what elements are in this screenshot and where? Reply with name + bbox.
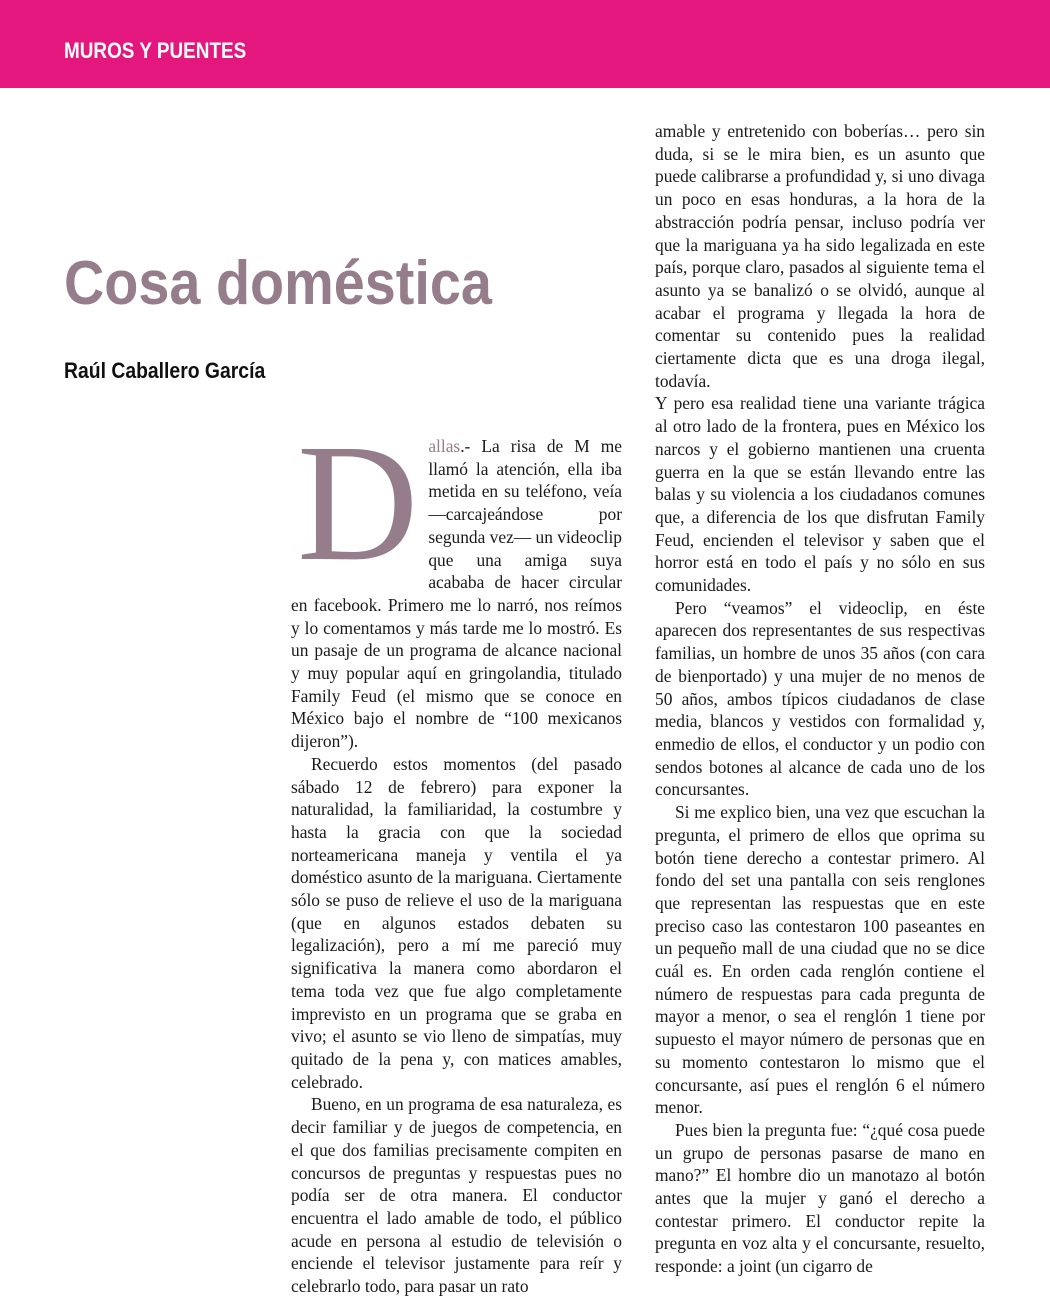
- paragraph-3: Bueno, en un programa de esa naturaleza, es decir familiar y de juegos de competencia, en el que dos familias precisamente compiten en concursos de preguntas y respuestas pues no podía ser de otra manera. El conductor encuentra el lado amable de todo, el público acude en persona al estudio de televisión o enciende el televisor justamente para reír y celebrarlo todo, para pasar un rato: [291, 1094, 622, 1297]
- article-column-right: [655, 120, 985, 1278]
- paragraph-8: Pues bien la pregunta fue: “¿qué cosa puede un grupo de personas pasarse de mano en mano?” El hombre dio un manotazo al botón antes que la mujer y ganó el derecho a contestar primero. El conductor repite la pregunta en voz alta y el concursante, resuelto, responde: a joint (un cigarro de: [655, 1119, 985, 1277]
- article-column-left: [291, 410, 622, 1298]
- paragraph-5: Y pero esa realidad tiene una variante trágica al otro lado de la frontera, pues en México los narcos y el gobierno mantienen una cruenta guerra en la que se están llevando entre las balas y su violencia a los ciudadanos comunes que, a diferencia de los que disfrutan Family Feud, encienden el televisor y saben que el horror está en todo el país y no sólo en sus comunidades.: [655, 393, 985, 596]
- paragraph-7: Si me explico bien, una vez que escuchan la pregunta, el primero de ellos que oprima su botón tiene derecho a contestar primero. Al fondo del set una pantalla con seis renglones que representan las respuestas que en este preciso caso las contestaron 100 paseantes en un pequeño mall de una ciudad que no se dice cuál es. En orden cada renglón contiene el número de respuestas para cada pregunta de mayor a menor, o sea el renglón 1 tiene por supuesto el mayor número de personas que en su momento contestaron lo mismo que el concursante, así pues el renglón 6 el número menor.: [655, 802, 985, 1118]
- paragraph-6: Pero “veamos” el videoclip, en éste aparecen dos representantes de sus respectivas familias, un hombre de unos 35 años (con cara de bienportado) y una mujer de no menos de 50 años, ambos típicos ciudadanos de clase media, blancos y vestidos con formalidad y, enmedio de ellos, el conductor y un podio con sendos botones al alcance de cada uno de los concursantes.: [655, 597, 985, 800]
- section-label: MUROS Y PUENTES: [64, 38, 247, 63]
- paragraph-1: [291, 410, 622, 753]
- paragraph-4: amable y entretenido con boberías… pero sin duda, si se le mira bien, es un asunto que puede calibrarse a profundidad y, si uno divaga un poco en esas honduras, a la hora de la abstracción podría pensar, incluso podría ver que la mariguana ya ha sido legalizada en este país, porque claro, pasados al siguiente tema el asunto ya se banalizó o se olvidó, aunque al acabar el programa y llegada la hora de comentar su contenido pues la realidad ciertamente dicta que es una droga ilegal, todavía.: [655, 121, 985, 391]
- article-title: Cosa doméstica: [64, 249, 492, 318]
- paragraph-2: Recuerdo estos momentos (del pasado sábado 12 de febrero) para exponer la naturalidad, la familiaridad, la costumbre y hasta la gracia con que la sociedad norteamericana maneja y ventila el ya doméstico asunto de la mariguana. Ciertamente sólo se puso de relieve el uso de la mariguana (que en algunos estados debaten su legalización), pero a mí me pareció muy significativa la manera como abordaron el tema toda vez que fue algo completamente imprevisto en un programa que se graba en vivo; el asunto se vio lleno de simpatías, muy quitado de la pena y, con matices amables, celebrado.: [291, 753, 622, 1092]
- section-header-band: [0, 0, 1050, 88]
- article-author: Raúl Caballero García: [64, 358, 266, 383]
- drop-cap: D: [297, 410, 419, 596]
- lead-word: allas: [428, 436, 461, 456]
- paragraph-1-text: .- La risa de M me llamó la atención, ella iba metida en su teléfono, veía —carcajeándose por segunda vez— un videoclip que una amiga suya acababa de hacer circular en facebook. Primero me lo narró, nos reímos y lo comentamos y más tarde me lo mostró. Es un pasaje de un programa de alcance nacional y muy popular aquí en gringolandia, titulado Family Feud (el mismo que se conoce en México bajo el nombre de “100 mexicanos dijeron”).: [291, 436, 622, 752]
